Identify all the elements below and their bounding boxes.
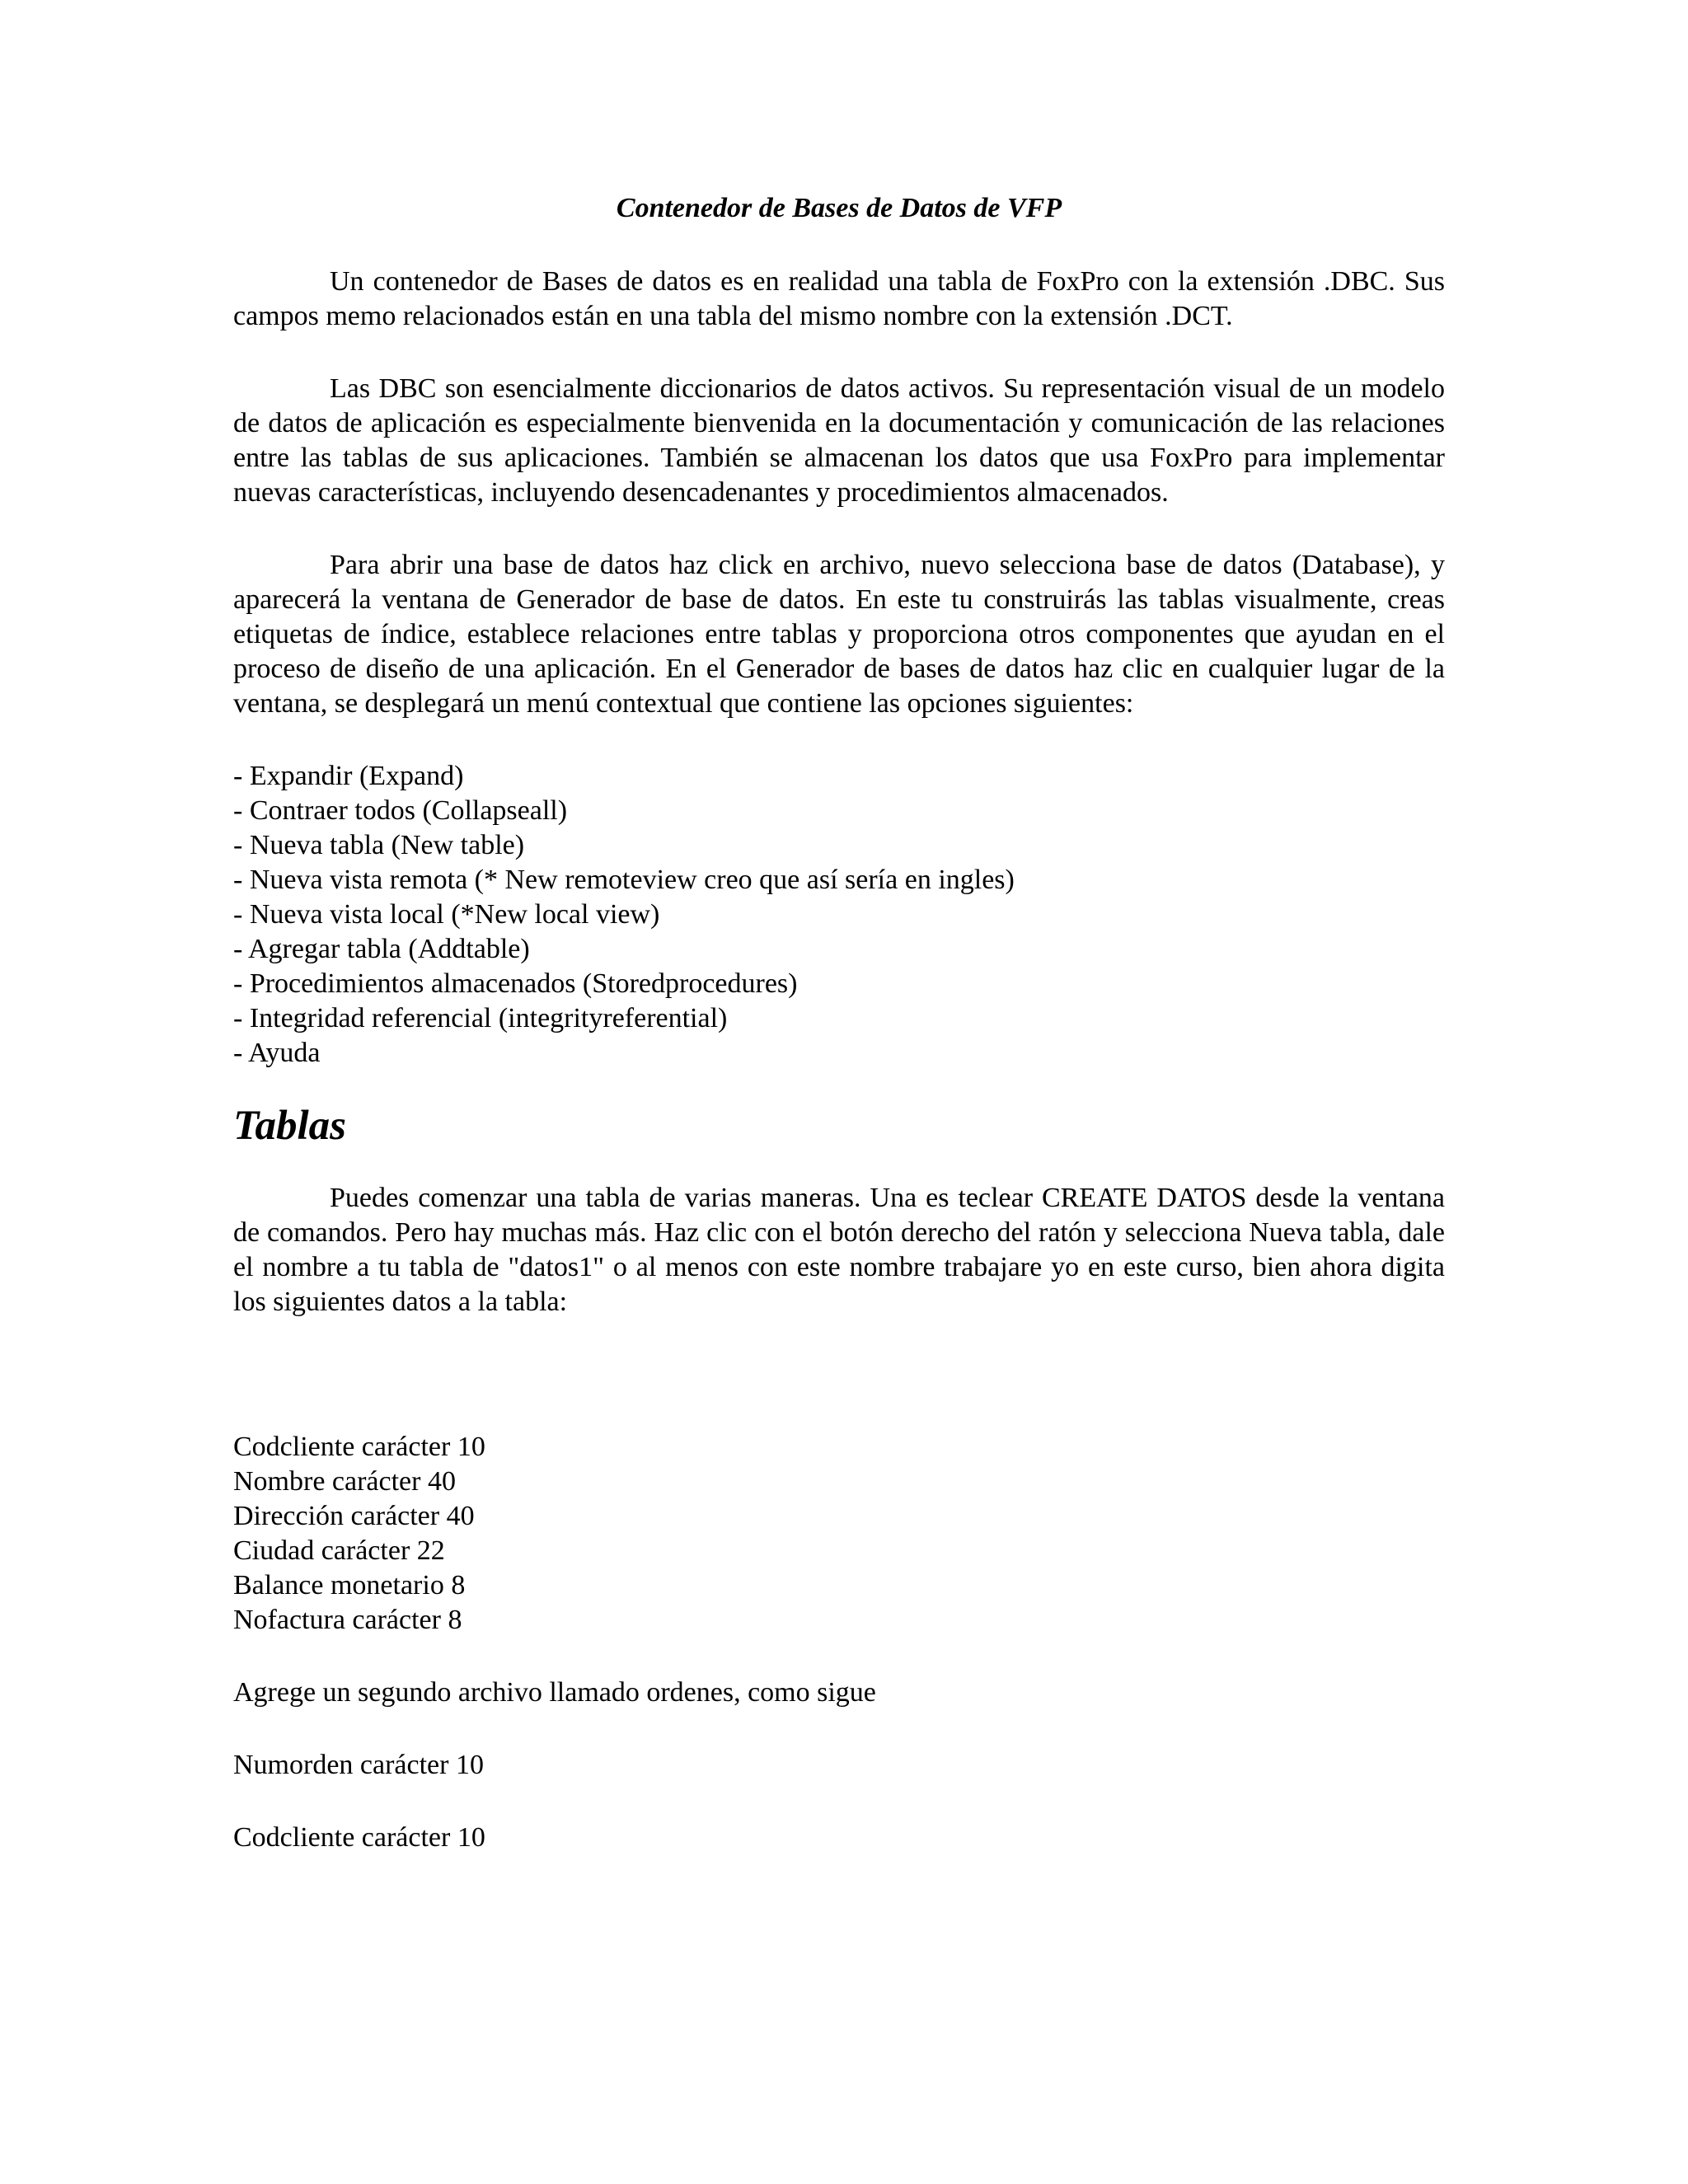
list-item: - Contraer todos (Collapseall) (233, 795, 568, 826)
field-item: Ciudad carácter 22 (233, 1535, 445, 1566)
list-item: - Ayuda (233, 1038, 321, 1068)
ordenes-field-codcliente: Codcliente carácter 10 (233, 1822, 485, 1853)
paragraph-dbc-intro: Un contenedor de Bases de datos es en realidad una tabla de FoxPro con la extensión .DBC. Sus campos memo relacionados están en una tabla del mismo nombre con la extensión .DCT. (233, 266, 1445, 331)
paragraph-second-file: Agrege un segundo archivo llamado ordenes, como sigue (233, 1677, 876, 1708)
datos1-fields-list (233, 1430, 1445, 1638)
ordenes-field-numorden: Numorden carácter 10 (233, 1750, 484, 1780)
list-item: - Expandir (Expand) (233, 761, 464, 791)
section-heading-tablas: Tablas (233, 1103, 346, 1149)
list-item: - Agregar tabla (Addtable) (233, 934, 530, 964)
document-content (233, 191, 1445, 1893)
list-item: - Integridad referencial (integrityreferential) (233, 1003, 728, 1033)
list-item: - Nueva vista remota (* New remoteview creo que así sería en ingles) (233, 865, 1015, 895)
list-item: - Nueva vista local (*New local view) (233, 899, 660, 930)
field-item: Balance monetario 8 (233, 1570, 466, 1601)
paragraph-tablas: Puedes comenzar una tabla de varias maneras. Una es teclear CREATE DATOS desde la ventana de comandos. Pero hay muchas más. Haz clic con el botón derecho del ratón y selecciona Nueva tabla, dale el nombre a tu tabla de "datos1" o al menos con este nombre trabajare yo en este curso, bien ahora digita los siguientes datos a la tabla: (233, 1183, 1445, 1317)
field-item: Nofactura carácter 8 (233, 1605, 462, 1635)
list-item: - Nueva tabla (New table) (233, 830, 525, 860)
document-title: Contenedor de Bases de Datos de VFP (616, 193, 1062, 223)
field-item: Dirección carácter 40 (233, 1501, 475, 1531)
context-menu-options-list (233, 759, 1445, 1071)
field-item: Nombre carácter 40 (233, 1466, 456, 1497)
list-item: - Procedimientos almacenados (Storedprocedures) (233, 968, 798, 999)
field-item: Codcliente carácter 10 (233, 1432, 485, 1462)
paragraph-dbc-dictionaries: Las DBC son esencialmente diccionarios de datos activos. Su representación visual de un modelo de datos de aplicación es especialmente bienvenida en la documentación y comunicación de las relaciones entre las tablas de sus aplicaciones. También se almacenan los datos que usa FoxPro para implementar nuevas características, incluyendo desencadenantes y procedimientos almacenados. (233, 373, 1445, 508)
blank-space (233, 1357, 1445, 1430)
paragraph-open-database: Para abrir una base de datos haz click en archivo, nuevo selecciona base de datos (Database), y aparecerá la ventana de Generador de base de datos. En este tu construirás las tablas visualmente, creas etiquetas de índice, establece relaciones entre tablas y proporciona otros componentes que ayudan en el proceso de diseño de una aplicación. En el Generador de bases de datos haz clic en cualquier lugar de la ventana, se desplegará un menú contextual que contiene las opciones siguientes: (233, 550, 1445, 719)
